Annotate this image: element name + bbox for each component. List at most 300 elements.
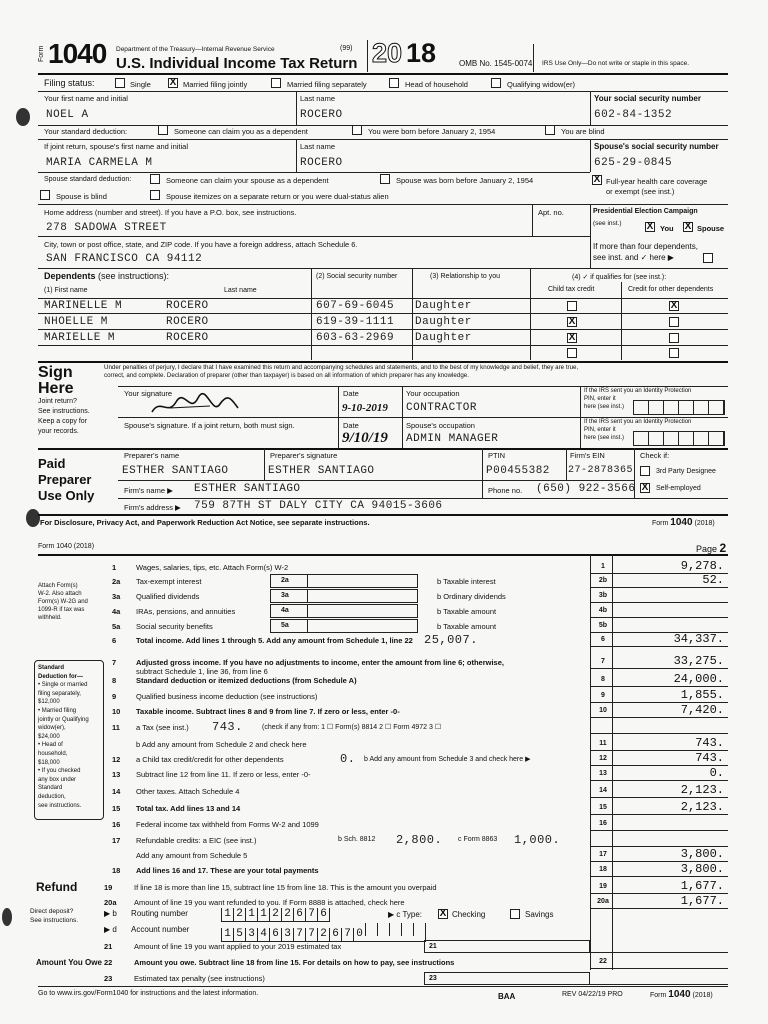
- city-field[interactable]: SAN FRANCISCO CA 94112: [46, 253, 203, 265]
- account-digit[interactable]: 3: [245, 928, 257, 941]
- line-amount[interactable]: 24,000.: [673, 672, 724, 686]
- ip-pin-label-3: here (see inst.): [584, 404, 625, 410]
- sub-amount-field[interactable]: [270, 619, 418, 633]
- spouse-claimed-checkbox[interactable]: [150, 174, 160, 184]
- dep-ctc-checkbox[interactable]: [567, 348, 577, 358]
- line-b-text: b Ordinary dividends: [437, 592, 506, 601]
- dep-odc-checkbox[interactable]: [669, 348, 679, 358]
- std-box-line: filing separately,: [38, 690, 81, 697]
- page2-header: Form 1040 (2018): [38, 543, 95, 550]
- line-number: 19: [104, 883, 113, 892]
- preparer-signature-field[interactable]: ESTHER SANTIAGO: [268, 465, 375, 477]
- sub-line-number: 2a: [281, 577, 289, 584]
- std-box-line: • Head of: [38, 742, 63, 749]
- box-line-number: 1: [601, 563, 605, 570]
- health-coverage-checkbox[interactable]: X: [593, 174, 601, 185]
- box-line-number: 3b: [598, 592, 608, 599]
- dep-first[interactable]: MARINELLE M: [44, 300, 123, 312]
- spouse-occupation-label: Spouse's occupation: [406, 421, 475, 430]
- account-digit[interactable]: [377, 923, 389, 936]
- ptin-label: PTIN: [488, 451, 506, 460]
- line-text: Adjusted gross income. If you have no adjustments to income, enter the amount from line 6; otherwise,: [136, 658, 504, 667]
- spouse-itemizes-checkbox[interactable]: [150, 190, 160, 200]
- dep-col-qualifies: (4) ✓ if qualifies for (see inst.):: [572, 274, 667, 281]
- std-box-line: • Married filing: [38, 707, 77, 714]
- dep-col-first: (1) First name: [44, 287, 88, 294]
- line-amount[interactable]: 52.: [702, 573, 724, 587]
- account-digit[interactable]: 6: [269, 928, 281, 941]
- line-amount[interactable]: 34,337.: [673, 632, 724, 646]
- box-line-number: 8: [601, 676, 605, 683]
- box-line-number: 13: [599, 770, 607, 777]
- attach-note-line: withheld.: [38, 615, 62, 621]
- routing-row: ▶ b Routing number: [104, 909, 188, 918]
- sp-ip-pin-label-3: here (see inst.): [584, 435, 625, 441]
- checking-checkbox[interactable]: X: [439, 908, 447, 919]
- line-text: Estimated tax penalty (see instructions): [134, 974, 265, 983]
- inline-amount[interactable]: 25,007.: [424, 633, 478, 647]
- line-amount[interactable]: 3,800.: [680, 847, 724, 861]
- line-text: Amount you owe. Subtract line 18 from line 15. For details on how to pay, see instructions: [134, 958, 455, 967]
- footer-form-yr: (2018): [692, 992, 713, 999]
- line-number: 5a: [112, 622, 121, 631]
- line-text: Amount of line 19 you want refunded to you. If Form 8888 is attached, check here: [134, 898, 405, 907]
- line-text: Other taxes. Attach Schedule 4: [136, 787, 240, 796]
- sub-line-number: 5a: [281, 622, 289, 629]
- line-number: 21: [104, 942, 113, 951]
- line-number: 8: [112, 676, 117, 685]
- dep-ssn[interactable]: 619-39-1111: [316, 316, 395, 328]
- line-amount[interactable]: 2,123.: [680, 783, 724, 797]
- claimed-dependent-checkbox[interactable]: [158, 125, 168, 135]
- dep-col-ssn: (2) Social security number: [316, 273, 398, 280]
- standard-deduction-box: [34, 660, 104, 820]
- single-label: Single: [130, 80, 151, 89]
- phone-field[interactable]: (650) 922-3566: [536, 483, 636, 495]
- preparer-name-label: Preparer's name: [124, 451, 180, 460]
- date-label: Date: [343, 389, 359, 398]
- dep-last[interactable]: ROCERO: [166, 332, 209, 344]
- routing-digit[interactable]: 1: [221, 908, 233, 921]
- std-deduction-label: Your standard deduction:: [44, 127, 128, 136]
- refund-title: Refund: [36, 880, 78, 894]
- claimed-dependent-label: Someone can claim you as a dependent: [174, 127, 308, 136]
- table-row: [38, 330, 728, 346]
- routing-label: Routing number: [131, 909, 188, 918]
- firm-address-field[interactable]: 759 87TH ST DALY CITY CA 94015-3606: [194, 500, 443, 512]
- direct-deposit-note: Direct deposit?: [30, 908, 74, 915]
- born-before-label: You were born before January 2, 1954: [368, 127, 496, 136]
- routing-digit[interactable]: 7: [305, 908, 317, 921]
- spouse-born-label: Spouse was born before January 2, 1954: [396, 176, 534, 185]
- hoh-label: Head of household: [405, 80, 468, 89]
- line-number: 17: [112, 836, 121, 845]
- dep-relationship[interactable]: Daughter: [415, 300, 472, 312]
- line-number: 4a: [112, 607, 121, 616]
- account-digit[interactable]: 4: [257, 928, 269, 941]
- spouse-blind-checkbox[interactable]: [40, 190, 50, 200]
- line-amount[interactable]: 3,800.: [680, 862, 724, 876]
- line-number: 23: [104, 974, 113, 983]
- line-amount[interactable]: 1,855.: [680, 688, 724, 702]
- blind-checkbox[interactable]: [545, 125, 555, 135]
- firm-address-label: Firm's address ▶: [124, 503, 181, 512]
- perjury-text-2: correct, and complete. Declaration of preparer (other than taxpayer) is based on all information of which preparer has any knowledge.: [104, 372, 469, 379]
- sub-line-number: 4a: [281, 607, 289, 614]
- single-checkbox[interactable]: [115, 78, 125, 88]
- routing-digit[interactable]: 2: [233, 908, 245, 921]
- hoh-checkbox[interactable]: [389, 78, 399, 88]
- rev-label: REV 04/22/19 PRO: [562, 991, 623, 998]
- account-digit[interactable]: 7: [305, 928, 317, 941]
- box-line-number: 15: [599, 804, 607, 811]
- line-text: Add any amount from Schedule 5: [136, 851, 248, 860]
- occupation-label: Your occupation: [406, 389, 460, 398]
- dep-odc-checkbox[interactable]: X: [670, 300, 678, 311]
- spouse-claimed-label: Someone can claim your spouse as a dependent: [166, 176, 329, 185]
- first-name-field[interactable]: NOEL A: [46, 109, 89, 121]
- ssn-label: Your social security number: [594, 94, 701, 103]
- spouse-ssn-field[interactable]: 625-29-0845: [594, 157, 673, 169]
- page-word: Page: [696, 544, 718, 554]
- footer-form-word: Form: [650, 992, 667, 999]
- department-label: Department of the Treasury—Internal Revenue Service: [116, 46, 275, 53]
- box-line-number: 12: [599, 755, 607, 762]
- attach-note-line: W-2. Also attach: [38, 591, 82, 597]
- dep-col-odc: Credit for other dependents: [628, 286, 714, 293]
- dep-relationship[interactable]: Daughter: [415, 316, 472, 328]
- pec-spouse-label: Spouse: [697, 224, 725, 233]
- line-amount[interactable]: 33,275.: [673, 654, 724, 668]
- spouse-date-field[interactable]: 9/10/19: [342, 430, 388, 446]
- dep-relationship[interactable]: Daughter: [415, 332, 472, 344]
- dep-first[interactable]: NHOELLE M: [44, 316, 108, 328]
- your-signature-label: Your signature: [124, 389, 173, 398]
- sub-amount-field[interactable]: [270, 589, 418, 603]
- line-text-3: b Sch. 8812: [338, 836, 376, 843]
- account-digit[interactable]: 5: [233, 928, 245, 941]
- line-text: Federal income tax withheld from Forms W-2 and 1099: [136, 820, 319, 829]
- sub-amount-field[interactable]: [270, 574, 418, 588]
- dependents-table: [38, 298, 728, 360]
- account-digit[interactable]: 7: [341, 928, 353, 941]
- code-99: (99): [340, 45, 353, 52]
- ssn-field[interactable]: 602-84-1352: [594, 109, 673, 121]
- preparer-title-2: Preparer: [38, 472, 92, 487]
- self-employed-checkbox[interactable]: X: [641, 482, 649, 493]
- line-b-text: b Taxable amount: [437, 622, 497, 631]
- line-amount[interactable]: 1,677.: [680, 879, 724, 893]
- box-line-number: 22: [599, 958, 607, 965]
- dep-first[interactable]: MARIELLE M: [44, 332, 116, 344]
- dep-col-ctc: Child tax credit: [548, 286, 595, 293]
- spouse-born-checkbox[interactable]: [380, 174, 390, 184]
- line-text: Add lines 16 and 17. These are your total payments: [136, 866, 319, 875]
- line-number: 3a: [112, 592, 121, 601]
- std-box-line: $24,000: [38, 733, 60, 740]
- four-dependents-label: If more than four dependents,: [593, 242, 698, 251]
- line-number: 10: [112, 707, 121, 716]
- amount-you-owe-title: Amount You Owe: [36, 958, 102, 967]
- pec-you-checkbox[interactable]: X: [646, 221, 654, 232]
- line-number: 14: [112, 787, 121, 796]
- dep-last[interactable]: ROCERO: [166, 300, 209, 312]
- dep-ctc-checkbox[interactable]: X: [568, 332, 576, 343]
- punch-hole: [26, 509, 40, 527]
- routing-digit[interactable]: 2: [269, 908, 281, 921]
- std-box-line: Standard: [38, 785, 63, 792]
- attach-note-line: Form(s) W-2G and: [38, 599, 88, 605]
- footer-form-no: 1040: [668, 989, 691, 1000]
- date-field[interactable]: 9-10-2019: [342, 402, 388, 414]
- box-line-number: 7: [601, 658, 605, 665]
- page2-form-footer: [650, 989, 713, 1000]
- std-box-line: Standard: [38, 665, 65, 671]
- account-type-label: ▶ c Type:: [388, 910, 423, 919]
- line-text: If line 18 is more than line 15, subtract line 15 from line 18. This is the amount you overpaid: [134, 883, 437, 892]
- account-digit[interactable]: 0: [353, 928, 365, 941]
- preparer-name-field[interactable]: ESTHER SANTIAGO: [122, 465, 229, 477]
- third-party-label: 3rd Party Designee: [656, 468, 716, 475]
- firm-name-label: Firm's name ▶: [124, 486, 173, 495]
- qw-label: Qualifying widow(er): [507, 80, 575, 89]
- last-name-field[interactable]: ROCERO: [300, 109, 343, 121]
- filing-status-label: Filing status:: [44, 78, 95, 88]
- health-coverage-label: Full-year health care coverage: [606, 177, 708, 186]
- account-row: ▶ d Account number: [104, 925, 190, 934]
- year-solid: 18: [406, 38, 437, 68]
- year-outline: 20: [372, 38, 403, 68]
- line-amount[interactable]: 9,278.: [680, 559, 724, 573]
- punch-hole: [16, 108, 30, 126]
- city-label: City, town or post office, state, and ZIP code. If you have a foreign address, attach Schedule 6.: [44, 240, 358, 249]
- spouse-last-label: Last name: [300, 142, 336, 151]
- line-text: b Add any amount from Schedule 2 and check here: [136, 740, 307, 749]
- line-amount[interactable]: 743.: [695, 751, 724, 765]
- line-inline-field[interactable]: [424, 972, 590, 985]
- sign-title-2: Here: [38, 380, 74, 397]
- inline-box-number: 23: [429, 975, 437, 982]
- sub-amount-field[interactable]: [270, 604, 418, 618]
- line-text: Standard deduction or itemized deductions (from Schedule A): [136, 676, 357, 685]
- inline-amount-2[interactable]: 2,800.: [396, 833, 443, 847]
- account-number-field[interactable]: [221, 923, 426, 942]
- spouse-first-field[interactable]: MARIA CARMELA M: [46, 157, 153, 169]
- line-inline-field[interactable]: [424, 940, 590, 953]
- savings-label: Savings: [525, 910, 554, 919]
- routing-digit[interactable]: 6: [317, 908, 329, 921]
- page1-form-footer: [652, 517, 715, 528]
- account-digit[interactable]: 1: [221, 928, 233, 941]
- dep-col-last: Last name: [224, 287, 257, 294]
- line-b-text: b Taxable amount: [437, 607, 497, 616]
- pec-you-label: You: [660, 224, 674, 233]
- routing-number-field[interactable]: [221, 908, 330, 922]
- account-label: Account number: [131, 925, 190, 934]
- std-box-line: Deduction for—: [38, 673, 83, 680]
- std-box-line: $18,000: [38, 759, 60, 766]
- check-if-label: Check if:: [640, 451, 670, 460]
- page2-number: [696, 541, 726, 555]
- line-number: 13: [112, 770, 121, 779]
- line-text: Qualified dividends: [136, 592, 200, 601]
- line-amount[interactable]: 7,420.: [680, 703, 724, 717]
- line-amount[interactable]: 2,123.: [680, 800, 724, 814]
- attach-forms-note: [38, 582, 88, 622]
- line-text: Qualified business income deduction (see instructions): [136, 692, 318, 701]
- disclosure-notice: For Disclosure, Privacy Act, and Paperwork Reduction Act Notice, see separate instructions.: [40, 518, 370, 527]
- line-text: Subtract line 12 from line 11. If zero or less, enter -0-: [136, 770, 311, 779]
- ein-field[interactable]: 27-2878365: [568, 465, 634, 476]
- line-number: 6: [112, 636, 117, 645]
- line-number: 18: [112, 866, 121, 875]
- account-digit[interactable]: 3: [281, 928, 293, 941]
- dependents-title-sub: (see instructions):: [95, 271, 170, 281]
- self-employed-label: Self-employed: [656, 485, 701, 492]
- routing-digit[interactable]: 2: [281, 908, 293, 921]
- routing-digit[interactable]: 6: [293, 908, 305, 921]
- line-number: 9: [112, 692, 117, 701]
- box-line-number: 14: [599, 787, 607, 794]
- joint-return-note: Joint return?: [38, 398, 77, 405]
- home-address-label: Home address (number and street). If you have a P.O. box, see instructions.: [44, 208, 297, 217]
- std-box-line: jointly or Qualifying: [38, 716, 89, 723]
- dep-ssn[interactable]: 603-63-2969: [316, 332, 395, 344]
- dep-ssn[interactable]: 607-69-6045: [316, 300, 395, 312]
- line-text: Wages, salaries, tips, etc. Attach Form(s) W-2: [136, 563, 289, 572]
- ip-pin-input[interactable]: [633, 400, 725, 415]
- line-text: IRAs, pensions, and annuities: [136, 607, 236, 616]
- account-digit[interactable]: 7: [293, 928, 305, 941]
- line-amount[interactable]: 1,677.: [680, 894, 724, 908]
- joint-return-note-3: Keep a copy for: [38, 418, 88, 425]
- routing-digit[interactable]: 1: [257, 908, 269, 921]
- spouse-last-field[interactable]: ROCERO: [300, 157, 343, 169]
- taxpayer-signature: [150, 390, 240, 420]
- line-text: Amount of line 19 you want applied to your 2019 estimated tax: [134, 942, 342, 951]
- line-text: a Child tax credit/credit for other dependents: [136, 755, 284, 764]
- spouse-signature-label: Spouse's signature. If a joint return, both must sign.: [124, 421, 295, 430]
- ptin-field[interactable]: P00455382: [486, 465, 550, 477]
- mfj-label: Married filing jointly: [183, 80, 248, 89]
- page-no: 2: [719, 541, 727, 555]
- mfj-checkbox[interactable]: X: [169, 77, 177, 88]
- box-line-number: 4b: [598, 607, 608, 614]
- born-before-checkbox[interactable]: [352, 125, 362, 135]
- line-text: Total income. Add lines 1 through 5. Add any amount from Schedule 1, line 22: [136, 636, 413, 645]
- line-text: Total tax. Add lines 13 and 14: [136, 804, 241, 813]
- mfs-checkbox[interactable]: [271, 78, 281, 88]
- savings-checkbox[interactable]: [510, 909, 520, 919]
- routing-digit[interactable]: 1: [245, 908, 257, 921]
- dep-last[interactable]: ROCERO: [166, 316, 209, 328]
- form-number: 1040: [48, 38, 107, 69]
- line-number: 12: [112, 755, 121, 764]
- health-coverage-label-2: or exempt (see inst.): [606, 187, 675, 196]
- sp-ip-pin-input[interactable]: [633, 431, 725, 446]
- footer-form-yr: (2018): [694, 520, 715, 527]
- ip-pin-label: If the IRS sent you an Identity Protection: [584, 388, 692, 394]
- box-line-number: 6: [601, 636, 605, 643]
- footer-form-word: Form: [652, 520, 669, 527]
- spouse-occupation-field[interactable]: ADMIN MANAGER: [406, 433, 499, 445]
- line-amount[interactable]: 743.: [695, 736, 724, 750]
- line-text: Taxable income. Subtract lines 8 and 9 from line 7. If zero or less, enter -0-: [136, 707, 400, 716]
- pec-spouse-checkbox[interactable]: X: [684, 221, 692, 232]
- four-dependents-checkbox[interactable]: [703, 253, 713, 263]
- line-number: 2a: [112, 577, 121, 586]
- std-box-line: any box under: [38, 776, 77, 783]
- checking-label: Checking: [452, 910, 486, 919]
- line-text: Refundable credits: a EIC (see inst.): [136, 836, 257, 845]
- joint-return-note-4: your records.: [38, 428, 79, 435]
- line-number: 7: [112, 658, 117, 667]
- line-text-3: (check if any from: 1 ☐ Form(s) 8814 2 ☐ Form 4972 3 ☐: [262, 724, 442, 731]
- inline-amount[interactable]: 0.: [340, 752, 356, 766]
- account-digit[interactable]: [365, 923, 377, 936]
- footer-form-no: 1040: [670, 517, 693, 528]
- table-row: [38, 314, 728, 330]
- std-box-line: $12,000: [38, 699, 60, 706]
- ip-pin-label-2: PIN, enter it: [584, 396, 616, 402]
- account-digit[interactable]: [389, 923, 401, 936]
- last-name-label: Last name: [300, 94, 336, 103]
- inline-box-number: 21: [429, 943, 437, 950]
- qw-checkbox[interactable]: [491, 78, 501, 88]
- std-box-line: household,: [38, 750, 68, 757]
- mfs-label: Married filing separately: [287, 80, 367, 89]
- dep-odc-checkbox[interactable]: [669, 333, 679, 343]
- dep-odc-checkbox[interactable]: [669, 317, 679, 327]
- account-digit[interactable]: 2: [317, 928, 329, 941]
- line-text: Social security benefits: [136, 622, 213, 631]
- occupation-field[interactable]: CONTRACTOR: [406, 402, 478, 414]
- std-box-line: • If you checked: [38, 768, 81, 775]
- line-text-4: c Form 8863: [458, 836, 498, 843]
- line-amount[interactable]: 0.: [709, 766, 724, 780]
- inline-amount-3[interactable]: 1,000.: [514, 833, 561, 847]
- inline-amount[interactable]: 743.: [212, 720, 243, 734]
- account-digit[interactable]: [401, 923, 413, 936]
- sp-ip-pin-label-2: PIN, enter it: [584, 427, 616, 433]
- form-label-vertical: Form: [38, 45, 45, 62]
- line-text: Tax-exempt interest: [136, 577, 202, 586]
- punch-hole: [2, 908, 12, 926]
- dep-col-relationship: (3) Relationship to you: [430, 273, 501, 280]
- box-line-number: 9: [601, 692, 605, 699]
- irs-use-only: IRS Use Only—Do not write or staple in this space.: [542, 60, 690, 67]
- home-address-field[interactable]: 278 SADOWA STREET: [46, 222, 167, 234]
- account-digit[interactable]: [413, 923, 425, 936]
- dep-ctc-checkbox[interactable]: X: [568, 316, 576, 327]
- third-party-checkbox[interactable]: [640, 466, 650, 476]
- firm-name-field[interactable]: ESTHER SANTIAGO: [194, 483, 301, 495]
- table-row: [38, 298, 728, 314]
- box-line-number: 19: [599, 883, 607, 890]
- sign-title: Sign: [38, 364, 73, 381]
- dep-ctc-checkbox[interactable]: [567, 301, 577, 311]
- line-text: a Tax (see inst.): [136, 723, 189, 732]
- line-number: 20a: [104, 898, 117, 907]
- pec-title: Presidential Election Campaign: [593, 208, 698, 215]
- omb-number: OMB No. 1545-0074: [459, 59, 533, 68]
- account-digit[interactable]: 6: [329, 928, 341, 941]
- dependents-title: [44, 271, 169, 281]
- box-line-number: 17: [599, 851, 607, 858]
- box-line-number: 5b: [598, 622, 608, 629]
- std-box-line: see instructions.: [38, 802, 82, 809]
- box-line-number: 16: [599, 820, 607, 827]
